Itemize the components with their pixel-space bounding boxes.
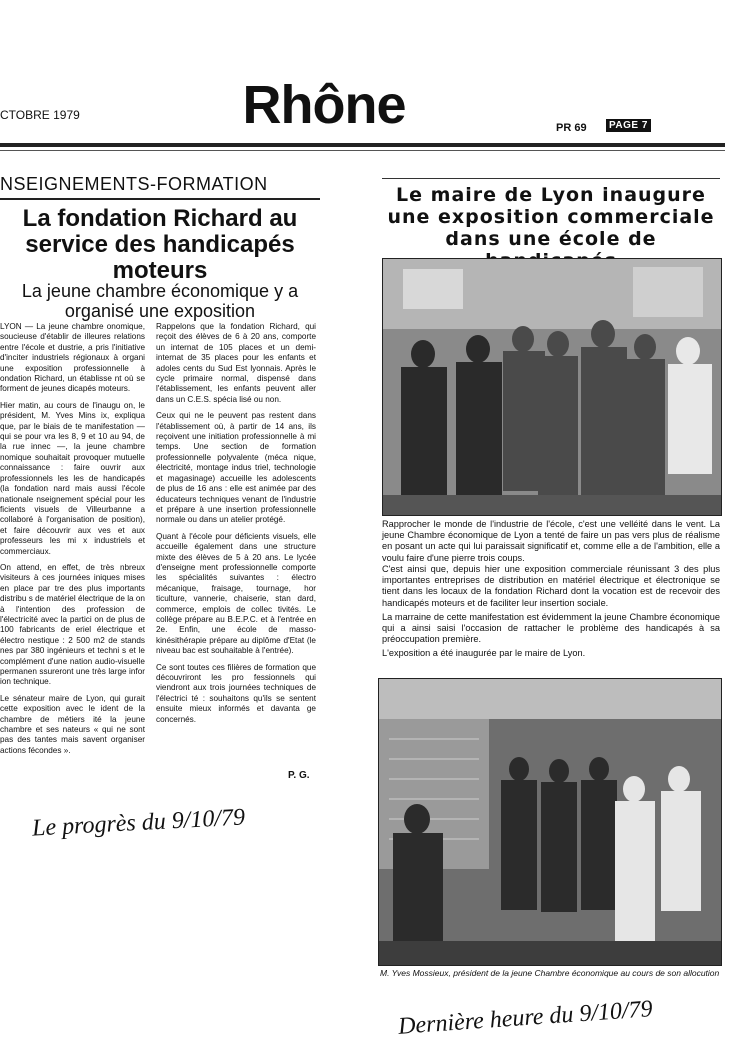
header-rule-thin: [0, 150, 725, 151]
paragraph: Ceux qui ne le peuvent pas restent dans l'établissement où, à partir de 14 ans, ils reçoivent une initiation professionnelle à mi temps. Une section de formation professionnelle polyvalente (méca nique, électricité, montage indus triel, technologie et magasinage) accueille les adolescents de plus de 16 ans : elle est animée par des éducateurs techniques venant de l'industrie et prépare à une insertion professionnelle normale ou dans un atelier protégé.: [156, 411, 316, 525]
right-top-rule: [382, 178, 720, 179]
left-headline: La fondation Richard au service des handicapés moteurs: [22, 205, 298, 284]
paragraph: On attend, en effet, de très nbreux visiteurs à ces journées iniques mises en place par tre des plus importants distribu s de matériel électrique de la on à l'intention des profession de l'électricité avec la partici on de plus de 100 fabricants de eriel électrique et électro nestique : 2 500 m2 de stands nes par 380 ingénieurs et techni s et le complément d'une nation audio-visuelle permanen ssureront une très large infor ion technique.: [0, 562, 145, 687]
paragraph: La marraine de cette manifestation est évidemment la jeune Chambre économique qui a ainsi saisi l'occasion de rattacher le problème des handicapés à sa préoccupation première.: [382, 611, 720, 645]
photo-crowd-illustration: [383, 259, 721, 515]
photo-speech: [378, 678, 722, 966]
paragraph: C'est ainsi que, depuis hier une exposition commerciale réunissant 3 des plus importantes entreprises de distribution en matériel électrique et électronique se tient dans les locaux de la fondation Richard dont la vocation est de recevoir des handicapés moteurs et de faciliter leur insertion sociale.: [382, 564, 720, 608]
paragraph: Hier matin, au cours de l'inaugu on, le président, M. Yves Mins ix, expliqua que, par le biais de te manifestation — qui se pour vra les 8, 9 et 10 au 94, de la rue innec —, la jeune chambre nomique souhaitait provoquer mutuelle connaissance : faire ouvrir aux professionnels les les de handicapés (la fondation nard mais aussi l'école nationale nseignement spécial pour les ficients visuels de Villeurbanne a collaboré à l'organisation de position), et faire découvrir aux ves et aux professeurs les mi x industriels et commerciaux.: [0, 400, 145, 556]
paragraph: L'exposition a été inaugurée par le maire de Lyon.: [382, 648, 586, 659]
paragraph: Quant à l'école pour déficients visuels, elle accueille également dans une structure mixte des élèves de 5 à 20 ans. Le lycée d'enseigne ment professionnelle comporte les spécialités suivantes : électro mécanique, fraisage, tournage, hor ticulture, vannerie, chaiserie, stan dard, commerce, emplois de collec tivités. Le collège prépare au B.E.P.C. et à l'entrée en 2e. Enfin, une école de masso-kinésithérapie prépare au diplôme d'Etat (le niveau bac est souhaitable à l'entrée).: [156, 531, 316, 656]
photo-speech-illustration: [379, 679, 721, 965]
masthead: Rhône: [242, 75, 406, 135]
section-rule: [0, 198, 320, 200]
photo-inauguration: [382, 258, 722, 516]
right-headline: Le maire de Lyon inaugure une exposition commerciale dans une école de: [387, 184, 715, 250]
paragraph: LYON — La jeune chambre onomique, soucieuse d'établir de illeures relations entre l'école et dustrie, a pris l'initiative d'inciter industriels régionaux à organi une exposition professionnelle à ondation Richard, un établisse nt où se forment de jeunes dicapés moteurs.: [0, 322, 145, 394]
paragraph: Rappelons que la fondation Richard, qui reçoit des élèves de 6 à 20 ans, comporte un internat de 105 places et un demi-internat de 35 places pour les enfants et adoles cents du Sud Est lyonnais. Après le cycle primaire normal, dispensé dans l'établissement, les enfants peuvent aller dans un C.E.S. spécia lisé ou non.: [156, 322, 316, 404]
author-signoff: P. G.: [288, 770, 310, 781]
right-article-body: [382, 564, 720, 663]
handwritten-source-note: Dernière heure du 9/10/79: [397, 996, 654, 1040]
left-column-1: [0, 322, 145, 814]
issue-date: CTOBRE 1979: [0, 108, 80, 122]
photo2-caption: M. Yves Mossieux, président de la jeune Chambre économique au cours de son allocution: [380, 968, 720, 978]
header-rule: [0, 143, 725, 147]
page-ref: PR 69: [556, 122, 587, 134]
paragraph: Le sénateur maire de Lyon, qui gurait cette exposition avec le ident de la chambre de métiers ité la jeune chambre et ses nateurs « qui ne sont pas des tantes mais savent organiser actions fécondes ».: [0, 693, 145, 755]
section-label: NSEIGNEMENTS-FORMATION: [0, 174, 268, 194]
left-subhead: La jeune chambre économique y a organisé une exposition: [21, 281, 299, 321]
left-column-2: [156, 322, 316, 762]
paragraph: Ce sont toutes ces filières de formation que découvriront les pro fessionnels qui viendront aux trois journées techniques de l'électrici té : souhaitons qu'ils se sentent ensuite mieux informés et davanta ge concernés.: [156, 662, 316, 724]
photo1-caption: Rapprocher le monde de l'industrie de l'école, c'est une velléité dans le vent. La jeune Chambre économique de Lyon a tenté de faire un pas vers plus de réalisme en posant un acte qui lui paraissait significatif et, comme elle a de l'ambition, elle a voulu faire d'une pierre trois coups.: [382, 519, 720, 563]
page-badge: PAGE 7: [606, 119, 651, 132]
handwritten-source-note: Le progrès du 9/10/79: [31, 804, 246, 842]
